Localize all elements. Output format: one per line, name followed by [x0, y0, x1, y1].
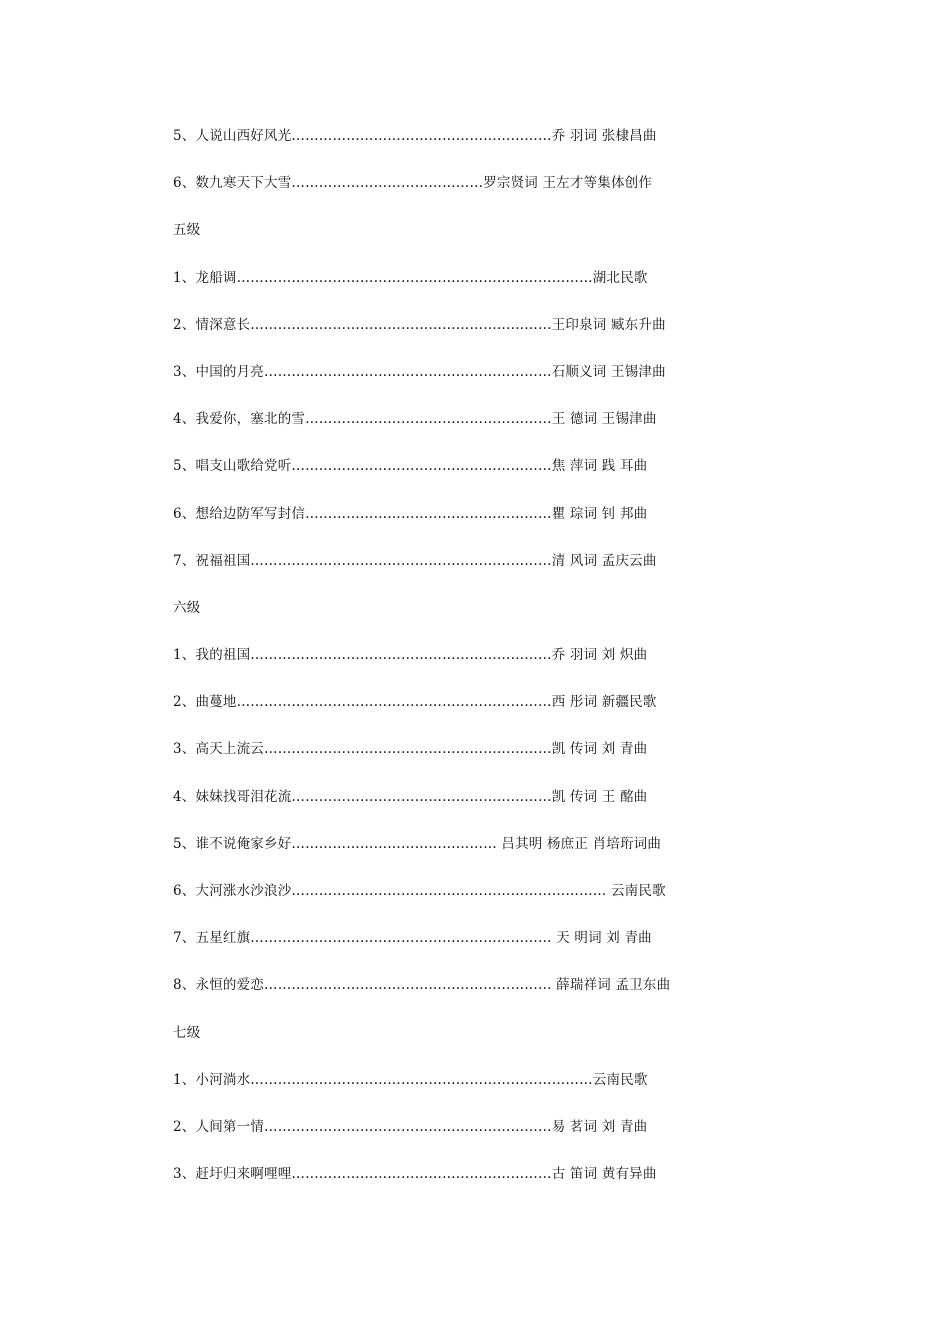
song-entry: 2、人间第一情………………………………………………………易 茗词 刘 青曲	[173, 1118, 648, 1135]
song-entry: 5、唱支山歌给党听…………………………………………………焦 萍词 践 耳曲	[173, 458, 648, 475]
song-entry: 3、赶圩归来啊哩哩…………………………………………………古 笛词 黄有异曲	[173, 1166, 657, 1183]
song-entry: 8、永恒的爱恋……………………………………………………… 薛瑞祥词 孟卫东曲	[173, 977, 671, 994]
song-entry: 1、龙船调……………………………………………………………………湖北民歌	[173, 269, 648, 286]
song-entry: 2、情深意长…………………………………………………………王印泉词 臧东升曲	[173, 316, 666, 333]
song-entry: 1、我的祖国…………………………………………………………乔 羽词 刘 炽曲	[173, 647, 648, 664]
song-entry: 5、谁不说俺家乡好……………………………………… 吕其明 杨庶正 肖培珩词曲	[173, 835, 662, 852]
song-entry: 6、数九寒天下大雪……………………………………罗宗贤词 王左才等集体创作	[173, 175, 653, 192]
song-entry: 4、妹妹找哥泪花流…………………………………………………凯 传词 王 酩曲	[173, 788, 648, 805]
song-list	[173, 124, 873, 1209]
song-entry: 3、高天上流云………………………………………………………凯 传词 刘 青曲	[173, 741, 648, 758]
song-entry: 4、我爱你，塞北的雪………………………………………………王 德词 王锡津曲	[173, 411, 657, 428]
song-entry: 7、五星红旗………………………………………………………… 天 明词 刘 青曲	[173, 930, 652, 947]
song-entry: 6、想给边防军写封信………………………………………………瞿 琮词 钊 邦曲	[173, 505, 648, 522]
song-entry: 6、大河涨水沙浪沙…………………………………………………………… 云南民歌	[173, 883, 666, 899]
song-entry: 7、祝福祖国…………………………………………………………清 风词 孟庆云曲	[173, 552, 657, 569]
level-heading: 六级	[173, 599, 201, 616]
song-entry: 1、小河淌水…………………………………………………………………云南民歌	[173, 1071, 648, 1088]
song-entry: 3、中国的月亮………………………………………………………石顺义词 王锡津曲	[173, 363, 666, 380]
song-entry: 2、曲蔓地……………………………………………………………西 彤词 新疆民歌	[173, 694, 657, 711]
level-heading: 七级	[173, 1024, 201, 1041]
level-heading: 五级	[173, 222, 201, 239]
song-entry: 5、人说山西好风光…………………………………………………乔 羽词 张棣昌曲	[173, 128, 657, 144]
